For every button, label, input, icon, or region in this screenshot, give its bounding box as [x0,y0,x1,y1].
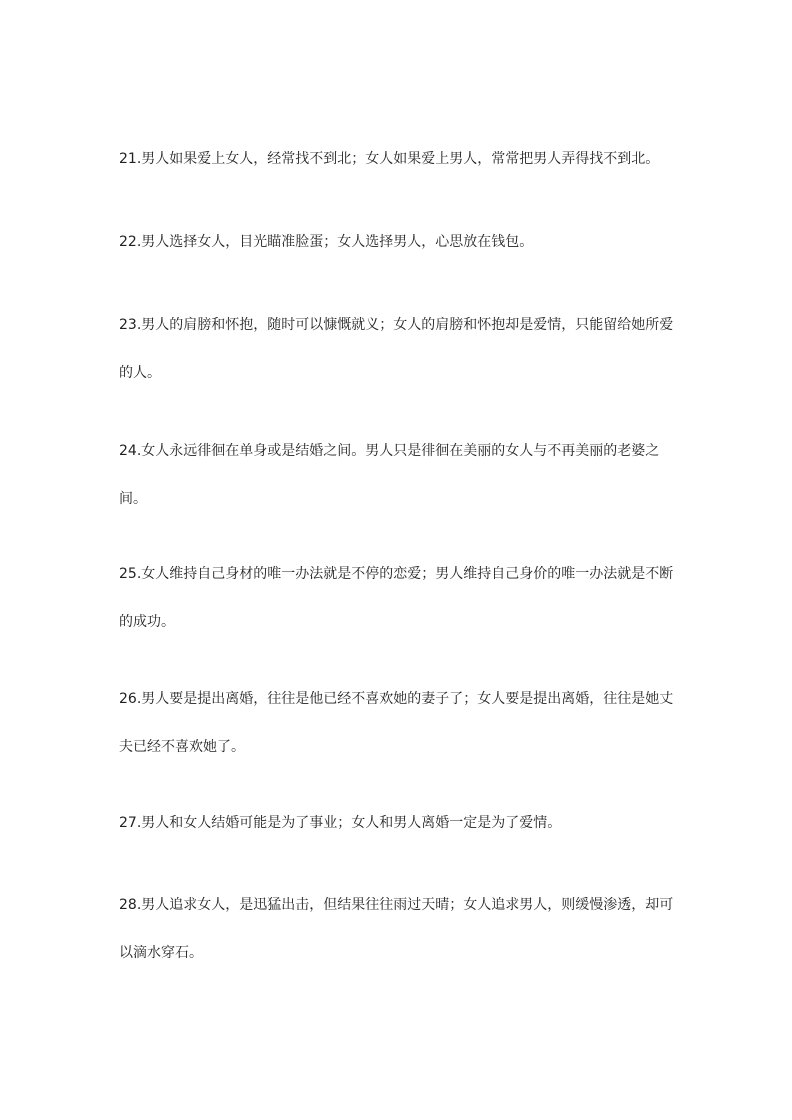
paragraph-23 [119,315,679,383]
paragraph-28 [119,895,679,963]
paragraph-line: 24.女人永远徘徊在单身或是结婚之间。男人只是徘徊在美丽的女人与不再美丽的老婆之 [119,443,660,459]
paragraph-line: 28.男人追求女人，是迅猛出击，但结果往往雨过天晴；女人追求男人，则缓慢渗透，却可 [119,897,674,913]
paragraph-22 [119,232,679,252]
paragraph-line: 26.男人要是提出离婚，往往是他已经不喜欢她的妻子了；女人要是提出离婚，往往是她丈 [119,691,674,707]
paragraph-24 [119,441,679,509]
paragraph-26 [119,689,679,757]
paragraph-line: 23.男人的肩膀和怀抱，随时可以慷慨就义；女人的肩膀和怀抱却是爱情，只能留给她所爱 [119,317,674,333]
paragraph-line: 25.女人维持自己身材的唯一办法就是不停的恋爱；男人维持自己身价的唯一办法就是不断 [119,566,674,582]
paragraph-line: 21.男人如果爱上女人，经常找不到北；女人如果爱上男人，常常把男人弄得找不到北。 [119,151,660,167]
paragraph-line: 27.男人和女人结婚可能是为了事业；女人和男人离婚一定是为了爱情。 [119,815,562,831]
paragraph-line: 间。 [119,491,147,507]
paragraph-line: 的成功。 [119,614,175,630]
paragraph-line: 的人。 [119,365,161,381]
paragraph-21 [119,149,679,169]
paragraph-line: 22.男人选择女人，目光瞄准脸蛋；女人选择男人，心思放在钱包。 [119,234,534,250]
paragraph-line: 以滴水穿石。 [119,945,203,961]
paragraph-27 [119,813,679,833]
paragraph-line: 夫已经不喜欢她了。 [119,739,245,755]
paragraph-25 [119,564,679,632]
